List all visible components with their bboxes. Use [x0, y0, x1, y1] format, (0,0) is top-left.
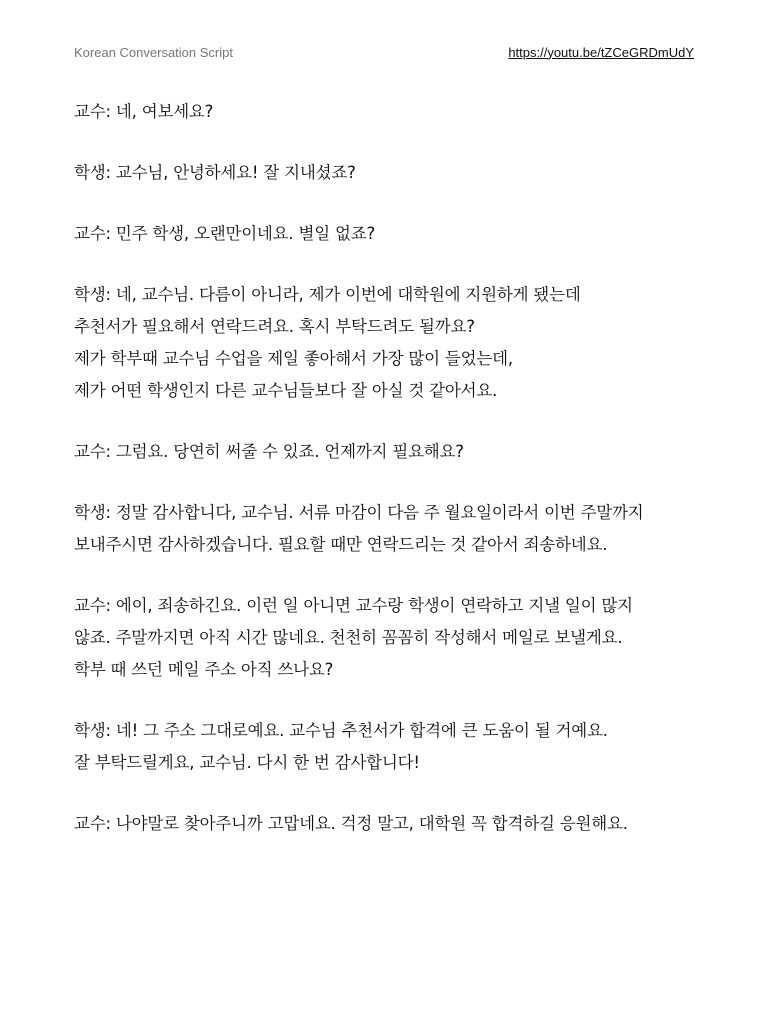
dialogue-line: 제가 어떤 학생인지 다른 교수님들보다 잘 아실 것 같아서요. — [74, 381, 498, 400]
dialogue-line: 추천서가 필요해서 연락드려요. 혹시 부탁드려도 될까요? — [74, 317, 475, 336]
dialogue-line: 학생: 정말 감사합니다, 교수님. 서류 마감이 다음 주 월요일이라서 이번 주말까지 — [74, 503, 644, 522]
dialogue-line: 교수: 에이, 죄송하긴요. 이런 일 아니면 교수랑 학생이 연락하고 지낼 일이 많지 — [74, 596, 633, 615]
dialogue-line: 교수: 그럼요. 당연히 써줄 수 있죠. 언제까지 필요해요? — [74, 442, 464, 461]
dialogue-turn — [74, 590, 694, 686]
dialogue-turn — [74, 715, 694, 779]
dialogue-line: 교수: 민주 학생, 오랜만이네요. 별일 없죠? — [74, 224, 376, 243]
dialogue-line: 잘 부탁드릴게요, 교수님. 다시 한 번 감사합니다! — [74, 753, 420, 772]
dialogue-line: 학생: 네! 그 주소 그대로예요. 교수님 추천서가 합격에 큰 도움이 될 거예요. — [74, 721, 608, 740]
dialogue-line: 제가 학부때 교수님 수업을 제일 좋아해서 가장 많이 들었는데, — [74, 349, 513, 368]
dialogue-turn — [74, 497, 694, 561]
dialogue-turn — [74, 436, 694, 468]
dialogue-turn — [74, 157, 694, 189]
dialogue-line: 교수: 네, 여보세요? — [74, 102, 214, 121]
dialogue-line: 교수: 나야말로 찾아주니까 고맙네요. 걱정 말고, 대학원 꼭 합격하길 응원해요. — [74, 814, 628, 833]
conversation-script — [74, 96, 694, 869]
dialogue-line: 않죠. 주말까지면 아직 시간 많네요. 천천히 꼼꼼히 작성해서 메일로 보낼게요. — [74, 628, 623, 647]
dialogue-line: 학부 때 쓰던 메일 주소 아직 쓰나요? — [74, 660, 334, 679]
document-title: Korean Conversation Script — [74, 44, 233, 60]
video-link[interactable]: https://youtu.be/tZCeGRDmUdY — [508, 44, 694, 60]
dialogue-line: 보내주시면 감사하겠습니다. 필요할 때만 연락드리는 것 같아서 죄송하네요. — [74, 535, 608, 554]
dialogue-line: 학생: 교수님, 안녕하세요! 잘 지내셨죠? — [74, 163, 356, 182]
dialogue-turn — [74, 218, 694, 250]
dialogue-turn — [74, 96, 694, 128]
dialogue-line: 학생: 네, 교수님. 다름이 아니라, 제가 이번에 대학원에 지원하게 됐는데 — [74, 285, 581, 304]
dialogue-turn — [74, 808, 694, 840]
dialogue-turn — [74, 279, 694, 407]
page-header — [74, 42, 694, 62]
